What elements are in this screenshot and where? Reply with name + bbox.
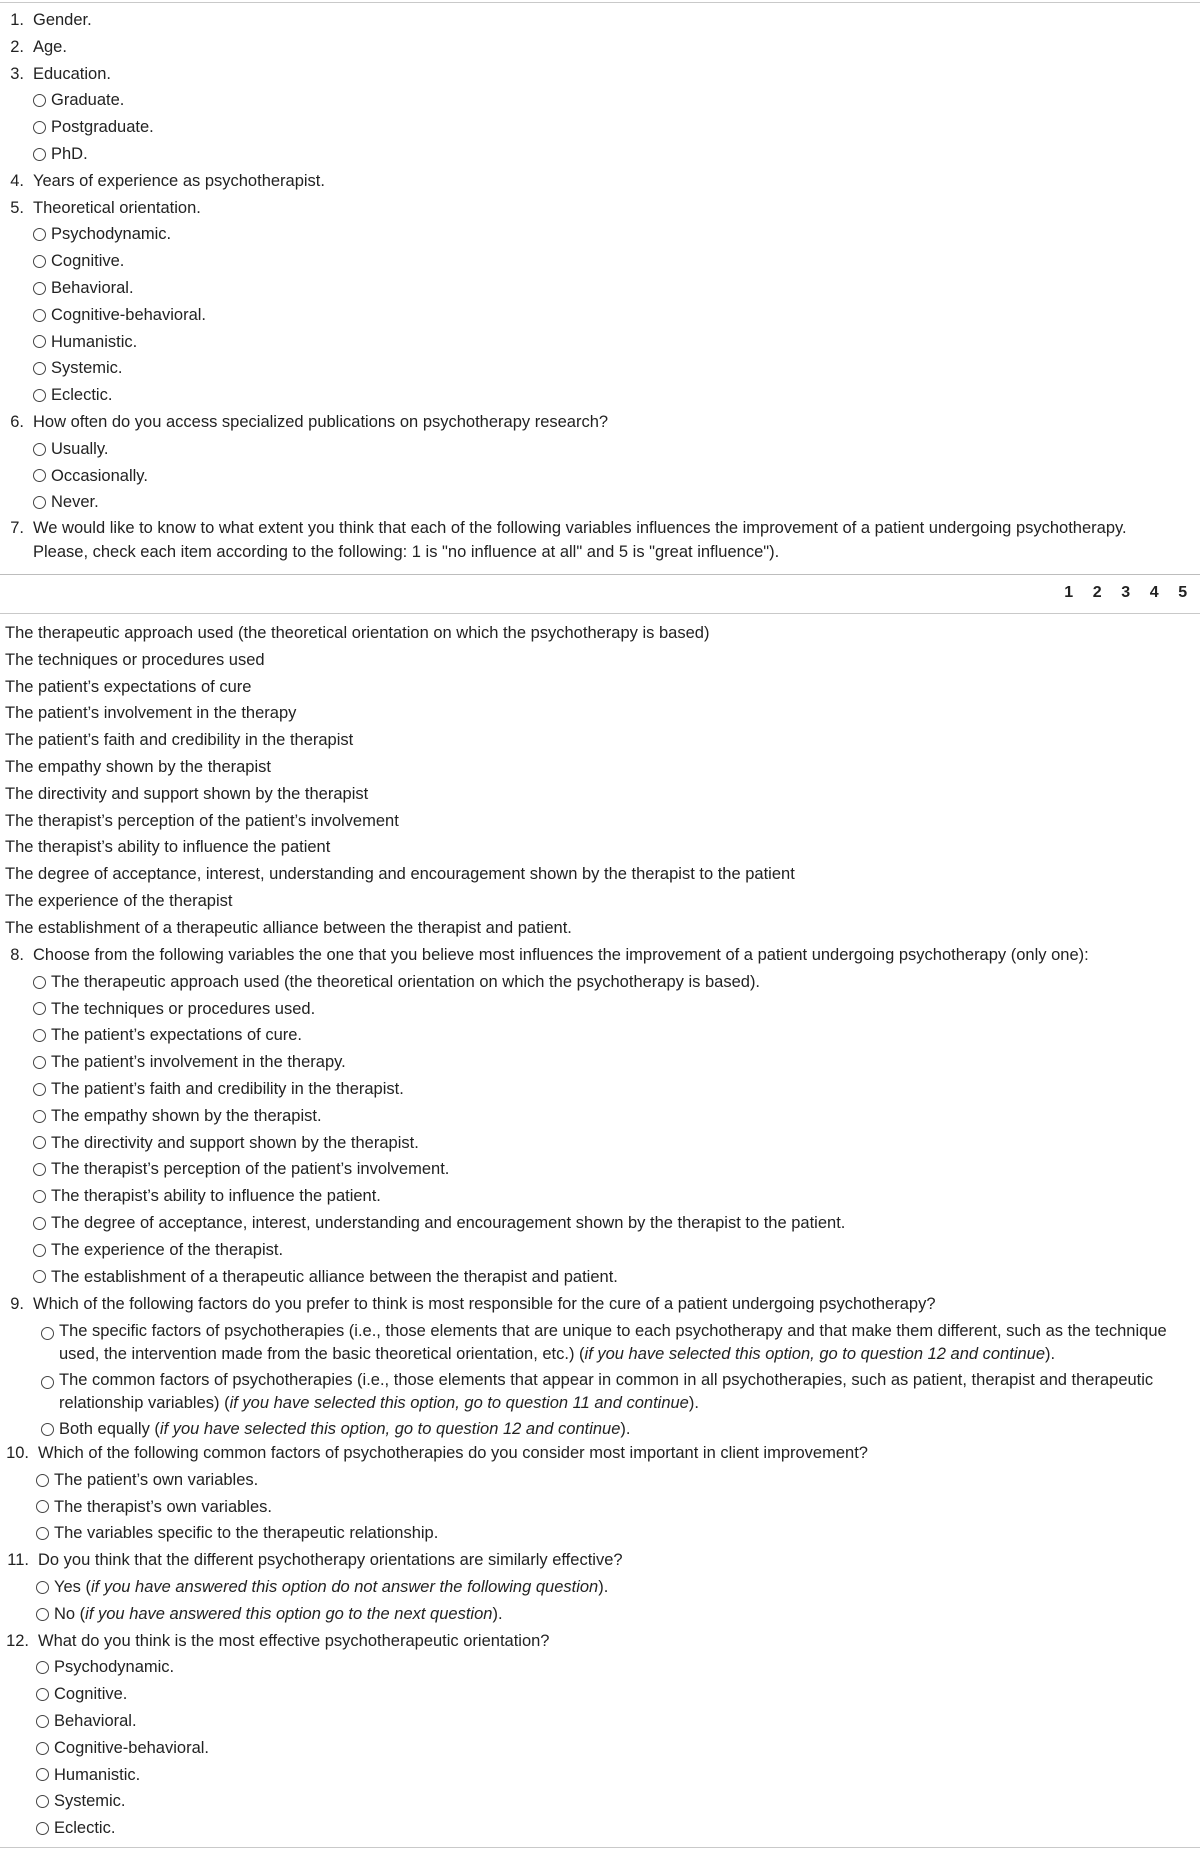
variable-row: The therapist’s ability to influence the patient — [5, 838, 331, 857]
question-text: Education. — [33, 64, 111, 83]
option-label: The establishment of a therapeutic alliance between the therapist and patient. — [51, 1267, 618, 1286]
option-label: Cognitive-behavioral. — [51, 305, 207, 324]
q11-option-no[interactable] — [0, 1601, 1200, 1628]
option-label: The patient’s own variables. — [54, 1470, 259, 1489]
option-note: if you have answered this option do not answer the following question — [91, 1577, 599, 1596]
variable-row: The directivity and support shown by the therapist — [5, 784, 369, 803]
q12-option[interactable] — [0, 1815, 1200, 1842]
q8-option[interactable] — [0, 1156, 1200, 1183]
q12-option[interactable] — [0, 1762, 1200, 1789]
option-usually[interactable] — [0, 436, 1200, 463]
option-cognitive[interactable] — [0, 248, 1200, 275]
radio-icon[interactable] — [33, 1270, 46, 1283]
option-occasionally[interactable] — [0, 463, 1200, 490]
option-label: The techniques or procedures used. — [51, 999, 316, 1018]
q9-option-both[interactable] — [0, 1416, 1200, 1443]
question-number: 11. — [7, 1551, 29, 1570]
option-label: Behavioral. — [51, 278, 134, 297]
option-note: if you have selected this option, go to question 11 and continue — [229, 1394, 689, 1413]
radio-icon[interactable] — [36, 1474, 49, 1487]
option-label: Occasionally. — [51, 466, 148, 485]
radio-icon[interactable] — [33, 976, 46, 989]
option-label: The empathy shown by the therapist. — [51, 1106, 322, 1125]
question-number: 1. — [10, 11, 24, 29]
q8-option[interactable] — [0, 969, 1200, 996]
section-demographics — [0, 7, 1200, 564]
radio-icon[interactable] — [33, 121, 46, 134]
option-label: Psychodynamic. — [54, 1658, 175, 1677]
questions-10-12 — [0, 1440, 1200, 1842]
question-text: Do you think that the different psychotherapy orientations are similarly effective? — [38, 1551, 623, 1570]
radio-icon[interactable] — [33, 1029, 46, 1042]
option-label: The patient’s involvement in the therapy. — [51, 1053, 346, 1072]
radio-icon[interactable] — [33, 1136, 46, 1149]
option-label: The specific factors of psychotherapies (i.e., those elements that are unique to each psychotherapy and that make them different, such as the technique used, the intervention made from the basic theoretical orientation, etc.) ( — [59, 1321, 1167, 1364]
option-note: if you have selected this option, go to question 12 and continue — [584, 1345, 1046, 1364]
radio-icon[interactable] — [33, 335, 46, 348]
table-top-rule — [0, 574, 1200, 575]
option-label: Eclectic. — [54, 1819, 116, 1838]
option-label: No ( — [54, 1604, 86, 1623]
question-number: 12. — [6, 1631, 29, 1650]
question-number: 4. — [10, 171, 24, 190]
q12-option[interactable] — [0, 1654, 1200, 1681]
q8-option[interactable] — [0, 1130, 1200, 1157]
variable-row: The patient’s expectations of cure — [5, 677, 252, 696]
question-1 — [0, 7, 1200, 34]
question-number: 2. — [10, 37, 24, 56]
question-text: How often do you access specialized publications on psychotherapy research? — [33, 412, 609, 431]
option-cognitive-behavioral[interactable] — [0, 302, 1200, 329]
radio-icon[interactable] — [33, 1002, 46, 1015]
q9-option-common[interactable] — [0, 1369, 1200, 1416]
radio-icon[interactable] — [33, 282, 46, 295]
variable-row: The therapist’s perception of the patient’s involvement — [5, 811, 399, 830]
q8-option[interactable] — [0, 1183, 1200, 1210]
option-end: ). — [688, 1394, 699, 1413]
radio-icon[interactable] — [41, 1376, 54, 1389]
radio-icon[interactable] — [33, 1163, 46, 1176]
question-text: Gender. — [33, 11, 92, 29]
option-label: The therapist’s own variables. — [54, 1497, 272, 1516]
option-end: ). — [598, 1577, 609, 1596]
scale-label-5: 5 — [1178, 584, 1188, 601]
option-label: The experience of the therapist. — [51, 1240, 284, 1259]
question-6 — [0, 409, 1200, 436]
variable-row: The establishment of a therapeutic alliance between the therapist and patient. — [5, 918, 572, 937]
question-8 — [0, 942, 1200, 969]
question-text: Choose from the following variables the one that you believe most influences the improvement of a patient undergoing psychotherapy (only one): — [33, 946, 1089, 964]
question-12 — [0, 1628, 1200, 1655]
radio-icon[interactable] — [33, 309, 46, 322]
q8-option[interactable] — [0, 1022, 1200, 1049]
question-text: Which of the following factors do you prefer to think is most responsible for the cure of a patient undergoing psychotherapy? — [33, 1295, 936, 1313]
variables-list — [5, 620, 1195, 942]
radio-icon[interactable] — [33, 1056, 46, 1069]
radio-icon[interactable] — [33, 228, 46, 241]
radio-icon[interactable] — [41, 1423, 54, 1436]
option-eclectic[interactable] — [0, 382, 1200, 409]
question-8-block — [0, 942, 1200, 1290]
option-label: Never. — [51, 493, 99, 512]
radio-icon[interactable] — [33, 1190, 46, 1203]
question-3 — [0, 61, 1200, 88]
rating-scale-header — [1055, 584, 1198, 602]
option-label: Systemic. — [54, 1792, 126, 1811]
bottom-rule — [0, 1847, 1200, 1848]
option-behavioral[interactable] — [0, 275, 1200, 302]
variable-row: The patient’s faith and credibility in the therapist — [5, 731, 354, 750]
table-header-rule — [0, 613, 1200, 614]
variable-row: The experience of the therapist — [5, 891, 233, 910]
option-systemic[interactable] — [0, 355, 1200, 382]
option-note: if you have answered this option go to the next question — [85, 1604, 493, 1623]
question-10 — [0, 1440, 1200, 1467]
radio-icon[interactable] — [33, 94, 46, 107]
option-end: ). — [1045, 1345, 1056, 1364]
scale-label-2: 2 — [1092, 584, 1102, 601]
radio-icon[interactable] — [33, 362, 46, 375]
option-label: Cognitive. — [51, 252, 125, 271]
question-7 — [0, 517, 1200, 564]
option-label: Postgraduate. — [51, 118, 154, 137]
option-label: Psychodynamic. — [51, 225, 172, 244]
radio-icon[interactable] — [36, 1688, 49, 1701]
q8-option[interactable] — [0, 1076, 1200, 1103]
top-rule — [0, 2, 1200, 3]
option-postgraduate[interactable] — [0, 114, 1200, 141]
radio-icon[interactable] — [33, 1110, 46, 1123]
option-humanistic[interactable] — [0, 329, 1200, 356]
option-label: The patient’s expectations of cure. — [51, 1026, 303, 1045]
option-note: if you have selected this option, go to question 12 and continue — [159, 1419, 621, 1438]
radio-icon[interactable] — [33, 496, 46, 509]
question-number: 6. — [10, 412, 24, 431]
q12-option[interactable] — [0, 1735, 1200, 1762]
radio-icon[interactable] — [36, 1795, 49, 1808]
scale-label-1: 1 — [1064, 584, 1074, 601]
radio-icon[interactable] — [36, 1822, 49, 1835]
q8-option[interactable] — [0, 1210, 1200, 1237]
q11-option-yes[interactable] — [0, 1574, 1200, 1601]
scale-label-4: 4 — [1149, 584, 1159, 601]
question-number: 7. — [10, 519, 24, 538]
question-text: Which of the following common factors of psychotherapies do you consider most important in client improvement? — [38, 1444, 868, 1462]
question-text: We would like to know to what extent you think that each of the following variables influences the improvement of a patient undergoing psychotherapy. Please, check each item according to the following: 1 is "no influence at all" and 5 is "great influence"). — [33, 519, 1127, 561]
option-label: Cognitive-behavioral. — [54, 1738, 210, 1757]
q8-option[interactable] — [0, 1237, 1200, 1264]
variable-row: The empathy shown by the therapist — [5, 757, 271, 776]
radio-icon[interactable] — [36, 1715, 49, 1728]
question-text: What do you think is the most effective psychotherapeutic orientation? — [38, 1631, 550, 1650]
variable-row: The therapeutic approach used (the theoretical orientation on which the psychotherapy is based) — [5, 624, 710, 642]
q12-option[interactable] — [0, 1708, 1200, 1735]
radio-icon[interactable] — [33, 469, 46, 482]
option-label: The therapist’s ability to influence the patient. — [51, 1187, 381, 1206]
radio-icon[interactable] — [36, 1608, 49, 1621]
radio-icon[interactable] — [33, 148, 46, 161]
radio-icon[interactable] — [41, 1327, 54, 1340]
radio-icon[interactable] — [36, 1581, 49, 1594]
option-never[interactable] — [0, 489, 1200, 516]
question-text: Theoretical orientation. — [33, 198, 201, 217]
q8-option[interactable] — [0, 1103, 1200, 1130]
radio-icon[interactable] — [36, 1661, 49, 1674]
option-label: Graduate. — [51, 91, 125, 110]
option-label: Humanistic. — [51, 332, 138, 351]
question-9 — [0, 1291, 1200, 1318]
option-label: Cognitive. — [54, 1685, 128, 1704]
option-label: Humanistic. — [54, 1765, 141, 1784]
question-number: 5. — [10, 198, 24, 217]
option-graduate[interactable] — [0, 87, 1200, 114]
question-number: 8. — [10, 946, 24, 964]
radio-icon[interactable] — [33, 1244, 46, 1257]
question-2 — [0, 34, 1200, 61]
option-label: The variables specific to the therapeutic relationship. — [54, 1524, 439, 1543]
radio-icon[interactable] — [36, 1527, 49, 1540]
option-label: The directivity and support shown by the therapist. — [51, 1133, 419, 1152]
option-label: The common factors of psychotherapies (i.e., those elements that appear in common in all psychotherapies, such as patient, therapist and therapeutic relationship variables) ( — [59, 1370, 1154, 1413]
option-label: Yes ( — [54, 1577, 91, 1596]
question-number: 9. — [10, 1295, 24, 1313]
radio-icon[interactable] — [36, 1742, 49, 1755]
option-label: Eclectic. — [51, 386, 113, 405]
option-label: The degree of acceptance, interest, understanding and encouragement shown by the therapist to the patient. — [51, 1213, 846, 1232]
radio-icon[interactable] — [33, 389, 46, 402]
option-label: The therapist’s perception of the patient’s involvement. — [51, 1160, 450, 1179]
option-label: Usually. — [51, 439, 109, 458]
question-number: 10. — [6, 1444, 29, 1462]
option-label: PhD. — [51, 144, 88, 163]
scale-label-3: 3 — [1121, 584, 1131, 601]
question-9-block — [0, 1291, 1200, 1443]
radio-icon[interactable] — [33, 1083, 46, 1096]
option-end: ). — [492, 1604, 503, 1623]
q12-option[interactable] — [0, 1788, 1200, 1815]
q12-option[interactable] — [0, 1681, 1200, 1708]
radio-icon[interactable] — [36, 1500, 49, 1513]
option-label: The patient’s faith and credibility in the therapist. — [51, 1079, 404, 1098]
question-11 — [0, 1547, 1200, 1574]
option-phd[interactable] — [0, 141, 1200, 168]
option-label: Behavioral. — [54, 1711, 137, 1730]
radio-icon[interactable] — [33, 255, 46, 268]
q10-option[interactable] — [0, 1520, 1200, 1547]
variable-row: The techniques or procedures used — [5, 650, 265, 669]
radio-icon[interactable] — [33, 1217, 46, 1230]
option-psychodynamic[interactable] — [0, 221, 1200, 248]
question-text: Years of experience as psychotherapist. — [33, 171, 325, 190]
question-text: Age. — [33, 37, 67, 56]
option-label: Both equally ( — [59, 1419, 160, 1438]
question-number: 3. — [10, 64, 24, 83]
q10-option[interactable] — [0, 1467, 1200, 1494]
option-label: Systemic. — [51, 359, 123, 378]
q9-option-specific[interactable] — [0, 1320, 1200, 1367]
question-4 — [0, 168, 1200, 195]
variable-row: The patient’s involvement in the therapy — [5, 704, 297, 723]
radio-icon[interactable] — [33, 443, 46, 456]
q8-option[interactable] — [0, 1264, 1200, 1291]
q8-option[interactable] — [0, 996, 1200, 1023]
question-5 — [0, 195, 1200, 222]
q10-option[interactable] — [0, 1494, 1200, 1521]
radio-icon[interactable] — [36, 1768, 49, 1781]
q8-option[interactable] — [0, 1049, 1200, 1076]
option-end: ). — [620, 1419, 631, 1438]
variable-row: The degree of acceptance, interest, understanding and encouragement shown by the therapist to the patient — [5, 865, 795, 884]
option-label: The therapeutic approach used (the theoretical orientation on which the psychotherapy is based). — [51, 972, 761, 991]
